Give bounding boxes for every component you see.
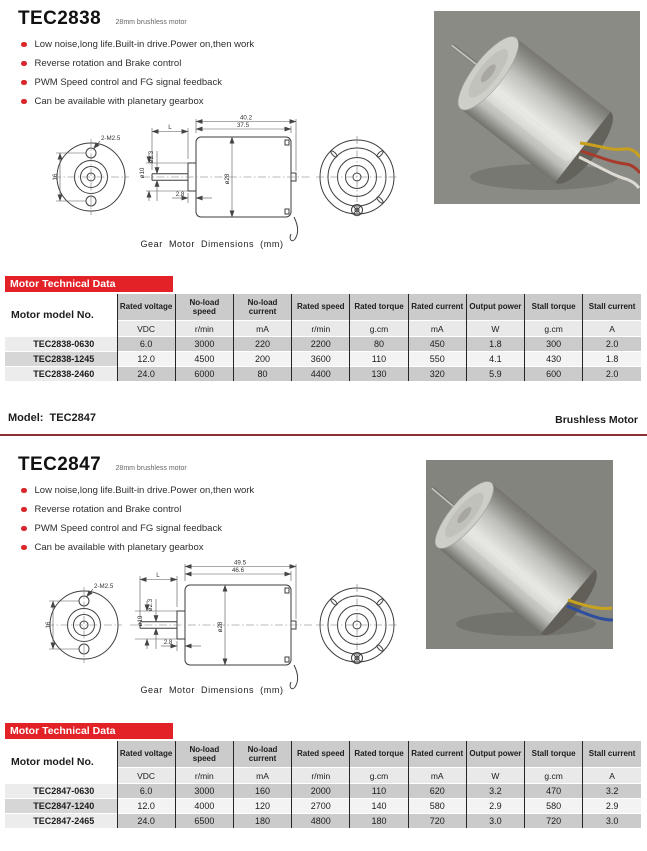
dim-hole-span: 16 [45, 621, 52, 629]
value-cell: 130 [350, 367, 408, 382]
spec-table-tec2847 [5, 741, 641, 828]
unit-cell: A [583, 321, 641, 337]
value-cell: 550 [408, 352, 466, 367]
column-header: Stall torque [525, 741, 583, 768]
dim-shaft-length: L [168, 124, 172, 131]
unit-cell: mA [408, 321, 466, 337]
feature-item [21, 92, 254, 111]
value-cell: 24.0 [117, 814, 175, 829]
value-cell: 4.1 [466, 352, 524, 367]
feature-text: Can be available with planetary gearbox [34, 542, 204, 553]
dim-screws: 2-M2.5 [94, 583, 114, 590]
divider-model-label: Model: TEC2847 [8, 412, 97, 424]
feature-item [21, 519, 254, 538]
feature-item [21, 54, 254, 73]
value-cell: 720 [525, 814, 583, 829]
value-cell: 4500 [175, 352, 233, 367]
product-subtitle: 28mm brushless motor [115, 465, 187, 472]
column-header: Rated torque [350, 294, 408, 321]
drawing-geometry [57, 137, 394, 241]
table-row [5, 784, 641, 799]
unit-cell: A [583, 768, 641, 784]
value-cell: 80 [233, 367, 291, 382]
product-title: TEC2847 [18, 454, 102, 475]
dim-body-length: 37.5 [236, 122, 250, 129]
dim-body-length: 46.6 [231, 567, 245, 574]
value-cell: 110 [350, 352, 408, 367]
value-cell: 3.2 [583, 784, 641, 799]
dim-boss-dia: ø10 [139, 167, 146, 179]
model-number-cell: TEC2838-1245 [5, 352, 117, 367]
value-cell: 4800 [292, 814, 350, 829]
bullet-icon [21, 526, 27, 532]
model-number-cell: TEC2838-0630 [5, 337, 117, 352]
drawing-caption: Gear Motor Dimensions (mm) [140, 239, 284, 249]
feature-text: Low noise,long life.Built-in drive.Power on,then work [34, 485, 255, 496]
feature-text: Can be available with planetary gearbox [34, 96, 204, 107]
dim-shaft-length: L [156, 572, 160, 579]
divider-rule [0, 434, 647, 436]
drawing-dimension-lines [56, 119, 296, 217]
dim-total-length: 40.2 [239, 114, 253, 122]
model-number-cell: TEC2838-2460 [5, 367, 117, 382]
column-header: Stall torque [525, 294, 583, 321]
value-cell: 24.0 [117, 367, 175, 382]
column-header: Rated voltage [117, 741, 175, 768]
value-cell: 300 [525, 337, 583, 352]
feature-list [21, 481, 254, 557]
drawing-labels [52, 115, 253, 199]
dim-body-dia: ø28 [217, 621, 224, 633]
spec-table-tec2838 [5, 294, 641, 381]
unit-cell: g.cm [350, 768, 408, 784]
table-row [5, 814, 641, 829]
motor-photo-tec2838 [434, 11, 640, 204]
value-cell: 6.0 [117, 784, 175, 799]
value-cell: 580 [525, 799, 583, 814]
bullet-icon [21, 42, 27, 48]
model-number-cell: TEC2847-0630 [5, 784, 117, 799]
value-cell: 320 [408, 367, 466, 382]
value-cell: 4400 [292, 367, 350, 382]
unit-cell: g.cm [350, 321, 408, 337]
column-header: Rated voltage [117, 294, 175, 321]
value-cell: 200 [233, 352, 291, 367]
value-cell: 2700 [292, 799, 350, 814]
column-header-model: Motor model No. [5, 741, 117, 784]
value-cell: 3000 [175, 784, 233, 799]
column-header: Output power [466, 741, 524, 768]
feature-item [21, 35, 254, 54]
feature-text: Reverse rotation and Brake control [34, 504, 182, 515]
product-heading [18, 454, 187, 476]
column-header: Rated current [408, 741, 466, 768]
unit-cell: r/min [292, 768, 350, 784]
value-cell: 620 [408, 784, 466, 799]
value-cell: 2.0 [583, 367, 641, 382]
value-cell: 3.2 [466, 784, 524, 799]
value-cell: 2.9 [583, 799, 641, 814]
value-cell: 3.0 [583, 814, 641, 829]
model-number-cell: TEC2847-1240 [5, 799, 117, 814]
column-header: Output power [466, 294, 524, 321]
feature-list [21, 35, 254, 111]
column-header-model: Motor model No. [5, 294, 117, 337]
value-cell: 600 [525, 367, 583, 382]
table-banner: Motor Technical Data [5, 276, 173, 292]
column-header: No-load current [233, 741, 291, 768]
product-heading [18, 8, 187, 30]
unit-cell: r/min [175, 321, 233, 337]
value-cell: 110 [350, 784, 408, 799]
divider-type-label: Brushless Motor [555, 414, 638, 426]
unit-cell: mA [233, 321, 291, 337]
feature-text: PWM Speed control and FG signal feedback [34, 523, 222, 534]
value-cell: 220 [233, 337, 291, 352]
value-cell: 3000 [175, 337, 233, 352]
dim-body-dia: ø28 [224, 173, 231, 185]
feature-text: PWM Speed control and FG signal feedback [34, 77, 222, 88]
value-cell: 720 [408, 814, 466, 829]
dimension-drawing-tec2838 [0, 113, 420, 253]
value-cell: 5.9 [466, 367, 524, 382]
value-cell: 180 [233, 814, 291, 829]
column-header: Rated speed [292, 741, 350, 768]
value-cell: 6000 [175, 367, 233, 382]
motor-photo-tec2847 [426, 460, 613, 649]
unit-cell: VDC [117, 768, 175, 784]
dim-screws: 2-M2.5 [101, 135, 121, 142]
drawing-geometry [50, 585, 394, 689]
value-cell: 80 [350, 337, 408, 352]
column-header: No-load speed [175, 294, 233, 321]
value-cell: 450 [408, 337, 466, 352]
bullet-icon [21, 507, 27, 513]
dim-boss-length: 2.8 [175, 191, 185, 198]
bullet-icon [21, 545, 27, 551]
value-cell: 6.0 [117, 337, 175, 352]
dim-shaft-dia: ø2.3 [148, 150, 155, 164]
column-header: Stall current [583, 294, 641, 321]
feature-item [21, 500, 254, 519]
value-cell: 120 [233, 799, 291, 814]
bullet-icon [21, 80, 27, 86]
column-header: No-load speed [175, 741, 233, 768]
value-cell: 180 [350, 814, 408, 829]
value-cell: 3600 [292, 352, 350, 367]
unit-cell: r/min [292, 321, 350, 337]
dim-hole-span: 16 [52, 173, 59, 181]
bullet-icon [21, 99, 27, 105]
feature-text: Reverse rotation and Brake control [34, 58, 182, 69]
product-subtitle: 28mm brushless motor [115, 19, 187, 26]
table-row [5, 352, 641, 367]
unit-cell: W [466, 768, 524, 784]
value-cell: 2.9 [466, 799, 524, 814]
table-row [5, 799, 641, 814]
unit-cell: VDC [117, 321, 175, 337]
feature-item [21, 481, 254, 500]
table-row [5, 367, 641, 382]
dim-boss-dia: ø10 [137, 615, 144, 627]
table-row [5, 337, 641, 352]
column-header: No-load current [233, 294, 291, 321]
drawing-caption: Gear Motor Dimensions (mm) [140, 685, 284, 695]
value-cell: 2.0 [583, 337, 641, 352]
column-header: Stall current [583, 741, 641, 768]
unit-cell: W [466, 321, 524, 337]
column-header: Rated speed [292, 294, 350, 321]
value-cell: 2200 [292, 337, 350, 352]
drawing-labels [45, 560, 247, 647]
feature-text: Low noise,long life.Built-in drive.Power on,then work [34, 39, 255, 50]
table-banner: Motor Technical Data [5, 723, 173, 739]
model-number-cell: TEC2847-2465 [5, 814, 117, 829]
unit-cell: r/min [175, 768, 233, 784]
unit-cell: mA [408, 768, 466, 784]
value-cell: 580 [408, 799, 466, 814]
value-cell: 1.8 [583, 352, 641, 367]
product-title: TEC2838 [18, 8, 102, 29]
value-cell: 140 [350, 799, 408, 814]
dim-shaft-dia: ø2.3 [147, 598, 154, 612]
bullet-icon [21, 61, 27, 67]
feature-item [21, 538, 254, 557]
value-cell: 3.0 [466, 814, 524, 829]
unit-cell: mA [233, 768, 291, 784]
column-header: Rated current [408, 294, 466, 321]
unit-cell: g.cm [525, 768, 583, 784]
value-cell: 160 [233, 784, 291, 799]
unit-cell: g.cm [525, 321, 583, 337]
dim-boss-length: 2.8 [163, 639, 173, 646]
dim-total-length: 49.5 [233, 559, 247, 567]
value-cell: 430 [525, 352, 583, 367]
bullet-icon [21, 488, 27, 494]
column-header: Rated torque [350, 741, 408, 768]
value-cell: 1.8 [466, 337, 524, 352]
value-cell: 4000 [175, 799, 233, 814]
dimension-drawing-tec2847 [0, 558, 420, 703]
value-cell: 6500 [175, 814, 233, 829]
value-cell: 12.0 [117, 352, 175, 367]
value-cell: 470 [525, 784, 583, 799]
value-cell: 12.0 [117, 799, 175, 814]
value-cell: 2000 [292, 784, 350, 799]
feature-item [21, 73, 254, 92]
